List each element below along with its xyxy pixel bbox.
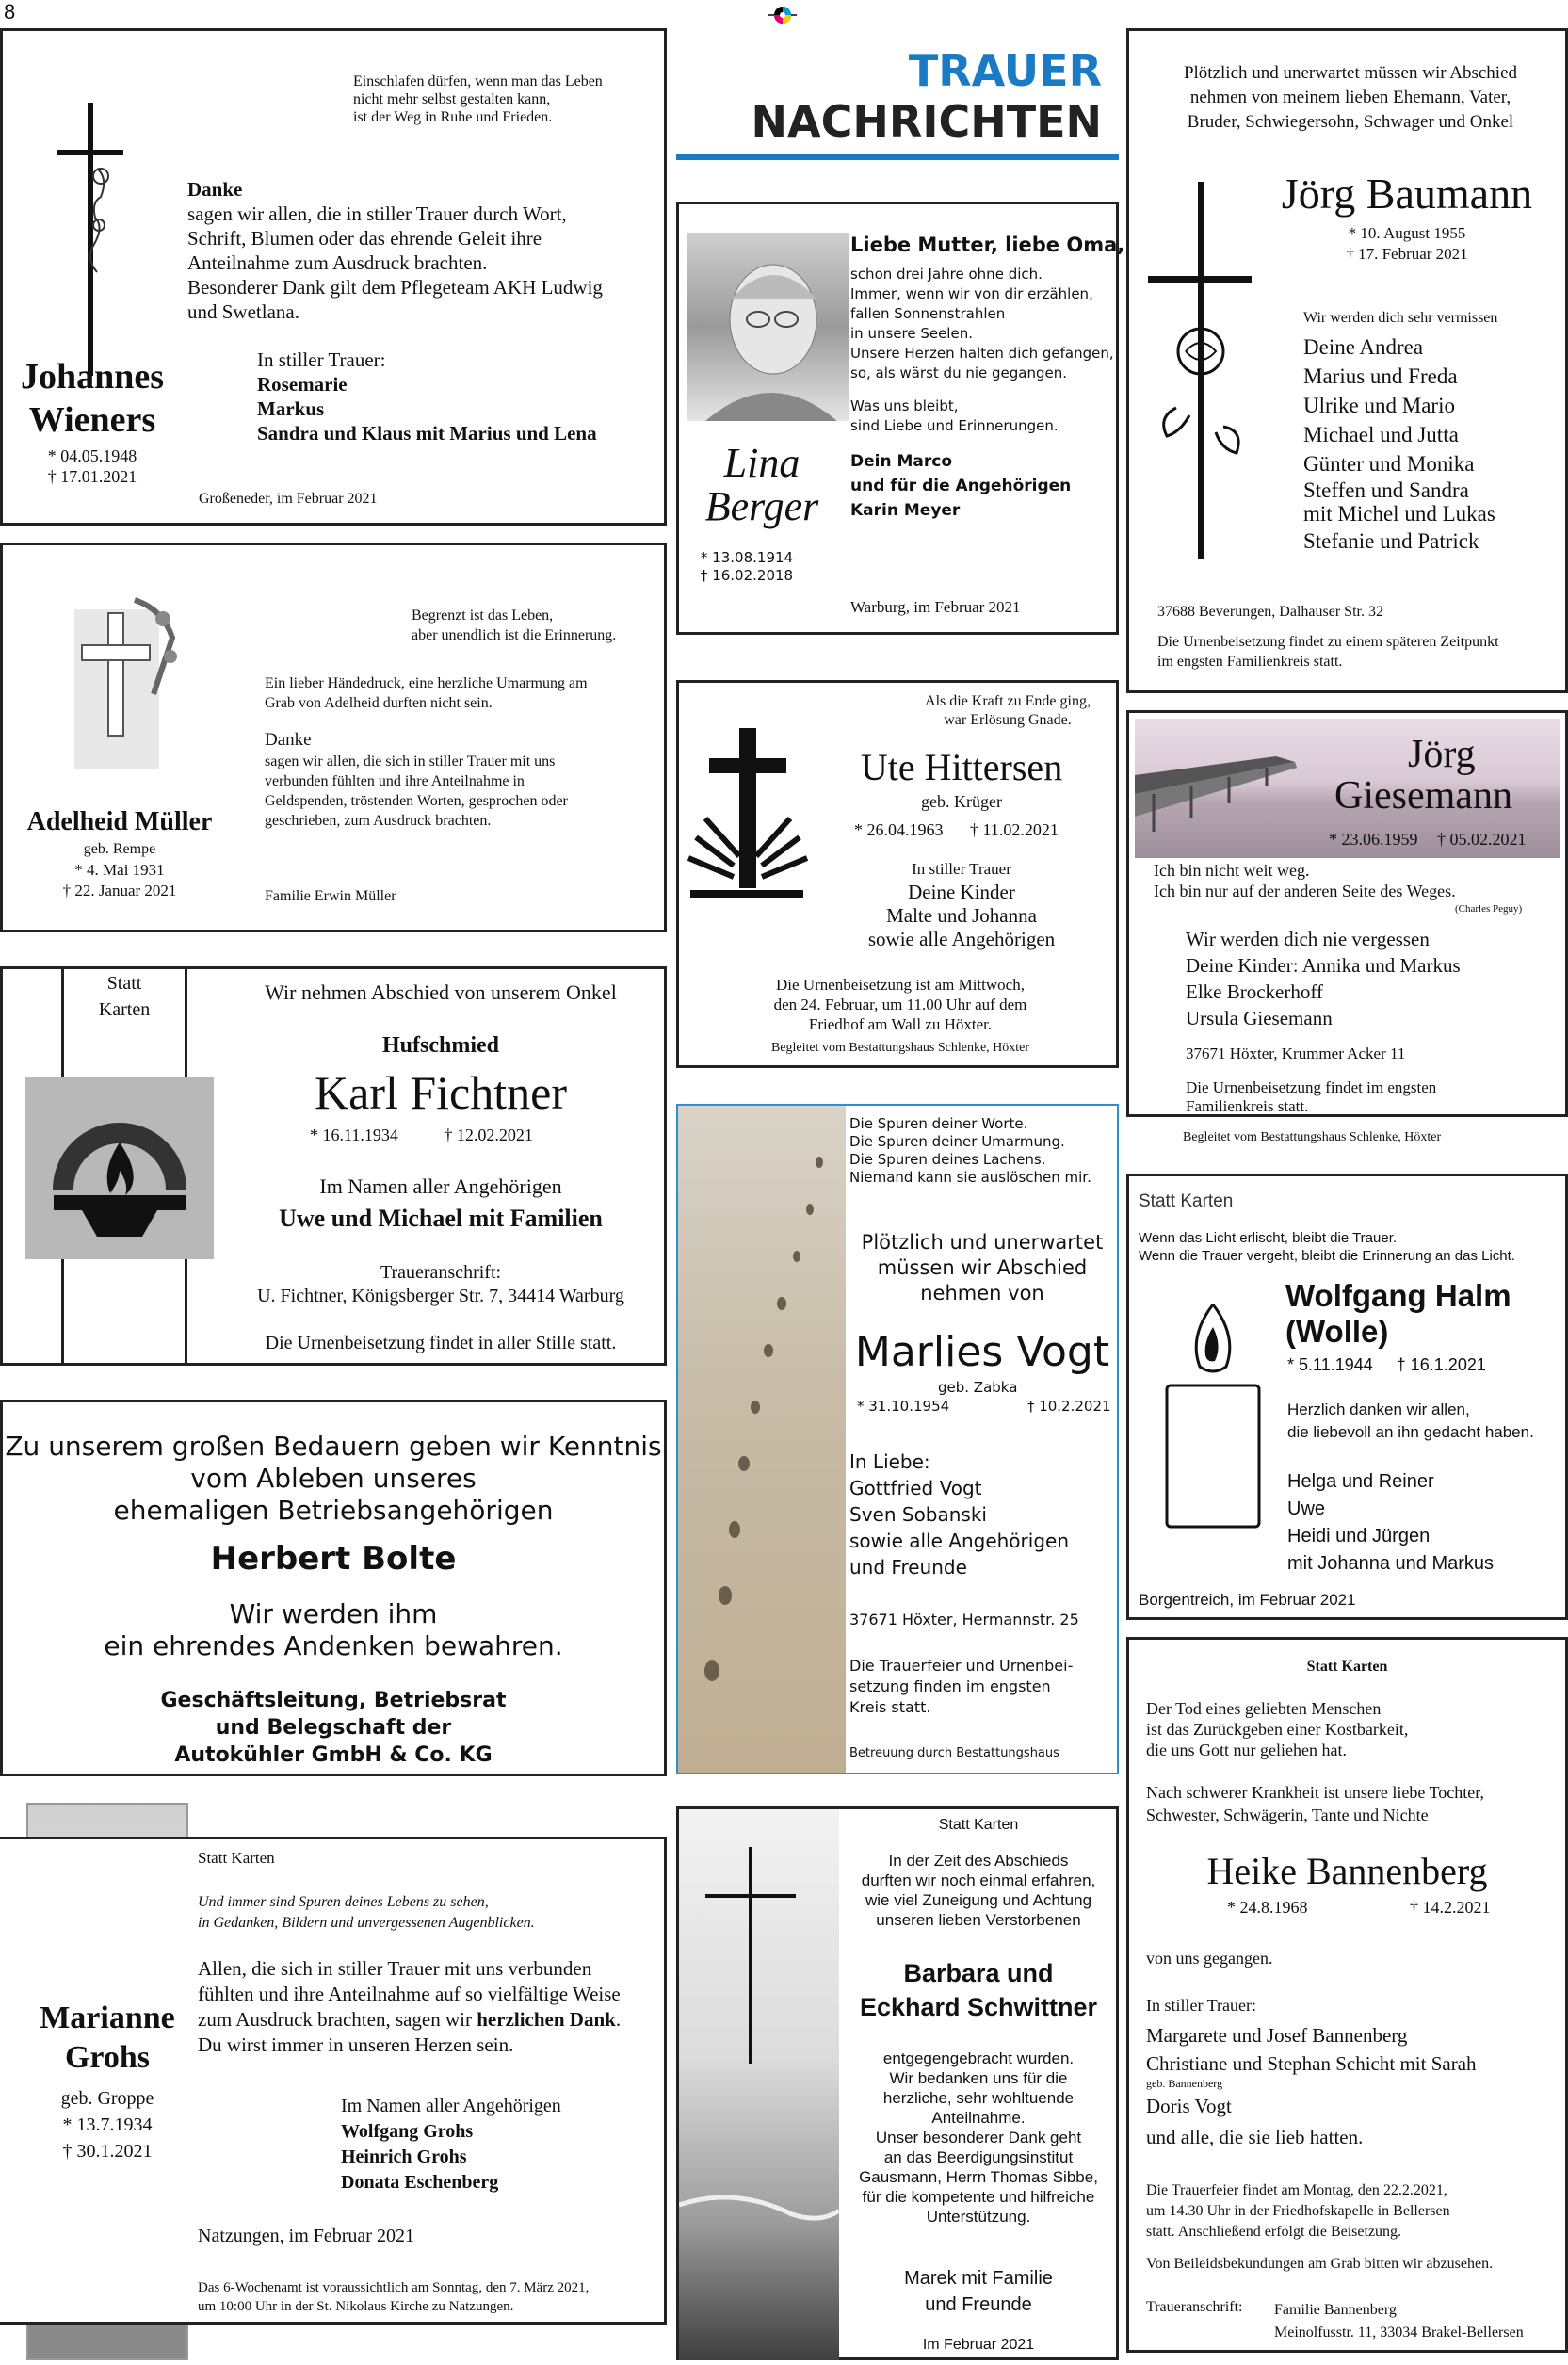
vogt-address: 37671 Höxter, Hermannstr. 25 — [849, 1611, 1079, 1628]
grohs-text — [198, 1956, 621, 2058]
maiden-name: geb. Groppe — [60, 2088, 154, 2109]
notice-marianne-grohs — [0, 1837, 667, 2325]
nickname: (Wolle) — [1285, 1314, 1389, 1349]
giesemann-quote — [1154, 860, 1456, 901]
quote-line: Ich bin nur auf der anderen Seite des Weges. — [1154, 882, 1456, 900]
cross-rose-icon — [1148, 182, 1252, 559]
note-line: um 10:00 Uhr in der St. Nikolaus Kirche zu Natzungen. — [198, 2299, 514, 2314]
quote-line: Wenn das Licht erlischt, bleibt die Trauer. — [1139, 1230, 1398, 1246]
death-date: † 12.02.2021 — [444, 1126, 533, 1144]
family-name: Sandra und Klaus mit Marius und Lena — [257, 422, 597, 445]
bolte-name: Herbert Bolte — [210, 1540, 457, 1578]
notice-marlies-vogt — [676, 1104, 1119, 1774]
hittersen-urn — [688, 975, 1112, 1034]
address-label: Traueranschrift: — [380, 1262, 502, 1283]
text-line: Unser besonderer Dank geht — [875, 2129, 1082, 2146]
thanks-line: die liebevoll an ihn gedacht haben. — [1287, 1423, 1534, 1441]
text-line: Besonderer Dank gilt dem Pflegeteam AKH Ludwig — [187, 276, 603, 299]
signer: und für die Angehörigen — [850, 477, 1072, 495]
quote-line: Und immer sind Spuren deines Lebens zu sehen, — [198, 1894, 489, 1910]
text-line: Grab von Adelheid durften nicht sein. — [265, 695, 493, 711]
poem-line: fallen Sonnenstrahlen — [850, 305, 1006, 322]
maiden-name: geb. Rempe — [83, 841, 156, 857]
bolte-intro — [3, 1431, 664, 1527]
family-name: Ursula Giesemann — [1186, 1007, 1333, 1029]
family-name: Deine Kinder: Annika und Markus — [1186, 954, 1461, 977]
birth-date: * 04.05.1948 — [47, 446, 137, 465]
vogt-intro — [848, 1230, 1117, 1306]
notice-herbert-bolte — [0, 1400, 667, 1776]
address-line: Familie Bannenberg — [1274, 2302, 1397, 2318]
horseshoe-anvil-icon — [25, 1077, 214, 1259]
death-date: † 14.2.2021 — [1410, 1898, 1491, 1917]
text-line: Schwester, Schwägerin, Tante und Nichte — [1146, 1806, 1429, 1824]
family-name: und Freunde — [849, 1556, 967, 1579]
birth-date: * 24.8.1968 — [1227, 1898, 1308, 1917]
text-line: Wir bedanken uns für die — [889, 2069, 1068, 2087]
name-line: Eckhard Schwittner — [859, 1993, 1098, 2021]
family-name: Günter und Monika — [1303, 452, 1475, 476]
fichtner-address — [219, 1261, 662, 1308]
ceremony-line: Die Trauerfeier findet am Montag, den 22.2.2021, — [1146, 2182, 1447, 2198]
hittersen-name: Ute Hittersen — [860, 746, 1063, 788]
text-line: herzliche, sehr wohltuende — [882, 2089, 1075, 2107]
text-segment: zum Ausdruck brachten, sagen wir — [198, 2008, 477, 2031]
notice-lina-berger — [676, 202, 1125, 635]
name-first: Johannes — [20, 357, 165, 397]
text-line: sagen wir allen, die in stiller Trauer durch Wort, — [187, 202, 567, 225]
bannenberg-name: Heike Bannenberg — [1206, 1850, 1488, 1892]
wieners-danke — [187, 177, 603, 324]
never-forget: Wir werden dich nie vergessen — [1186, 928, 1430, 950]
grohs-family — [341, 2094, 561, 2195]
bannenberg-text — [1146, 1781, 1484, 1826]
quote-line: war Erlösung Gnade. — [944, 712, 1072, 728]
quote-line: nicht mehr selbst gestalten kann, — [353, 91, 551, 107]
vogt-geb: geb. Zabka — [938, 1379, 1018, 1396]
intro-line: müssen wir Abschied — [877, 1256, 1088, 1279]
text-line: sagen wir allen, die sich in stiller Trauer mit uns — [265, 753, 556, 769]
ceremony-line: statt. Anschließend erfolgt die Beisetzung. — [1146, 2224, 1402, 2240]
intro-line: nehmen von meinem lieben Ehemann, Vater, — [1189, 88, 1511, 107]
death-date: † 16.02.2018 — [700, 567, 794, 584]
birth-date: * 10. August 1955 — [1348, 224, 1466, 242]
death-date: † 05.02.2021 — [1437, 830, 1527, 849]
note-line: Das 6-Wochenamt ist voraussichtlich am Sonntag, den 7. März 2021, — [198, 2280, 590, 2295]
vogt-poem — [849, 1115, 1091, 1187]
family-name: Steffen und Sandra — [1303, 478, 1469, 502]
grohs-place: Natzungen, im Februar 2021 — [198, 2226, 414, 2246]
registration-mark — [768, 4, 797, 26]
halm-statt: Statt Karten — [1139, 1191, 1234, 1211]
intro-line: Zu unserem großen Bedauern geben wir Kenntnis — [5, 1431, 662, 1462]
text-line: entgegengebracht wurden. — [882, 2049, 1075, 2067]
giesemann-name-last: Giesemann — [1334, 774, 1512, 818]
poem-line: schon drei Jahre ohne dich. — [850, 266, 1043, 283]
footprints-photo — [678, 1106, 846, 1773]
page-number: 8 — [4, 0, 16, 24]
deceased-name: Wolfgang Halm — [1285, 1278, 1511, 1313]
bannenberg-dates — [1227, 1898, 1491, 1918]
wieners-family — [257, 348, 597, 445]
fichtner-title: Hufschmied — [381, 1033, 499, 1058]
family-name: und alle, die sie lieb hatten. — [1146, 2126, 1364, 2148]
text-segment: . — [615, 2008, 622, 2031]
quote-line: Als die Kraft zu Ende ging, — [925, 693, 1091, 709]
family-name: sowie alle Angehörigen — [867, 928, 1056, 950]
schwittner-date: Im Februar 2021 — [922, 2337, 1035, 2353]
vogt-note — [849, 1656, 1073, 1718]
poem-line: so, als wärst du nie gegangen. — [850, 364, 1068, 381]
family-name: Marius und Freda — [1303, 364, 1458, 388]
family-name: Helga und Reiner — [1287, 1471, 1434, 1492]
birth-date: * 4. Mai 1931 — [74, 861, 165, 879]
notice-karl-fichtner — [0, 966, 667, 1366]
family-name: Elke Brockerhoff — [1186, 980, 1323, 1003]
church-cross-icon — [687, 724, 809, 903]
quote-line: Ich bin nicht weit weg. — [1154, 861, 1310, 880]
death-date: † 10.2.2021 — [1026, 1398, 1111, 1415]
text-line: Gausmann, Herrn Thomas Sibbe, — [859, 2168, 1098, 2186]
birth-date: * 16.11.1934 — [310, 1126, 398, 1144]
death-date: † 16.1.2021 — [1396, 1355, 1486, 1374]
death-date: † 17.01.2021 — [47, 467, 137, 486]
text-line: ein ehrendes Andenken bewahren. — [104, 1630, 563, 1661]
statt-karten — [64, 970, 185, 1023]
text-line: Wir werden ihm — [229, 1598, 438, 1629]
grohs-name — [26, 1999, 188, 2078]
birth-date: * 5.11.1944 — [1287, 1355, 1373, 1374]
schwittner-name — [835, 1956, 1122, 2024]
text-line: fühlten und ihre Anteilnahme auf so vielfältige Weise — [198, 1983, 621, 2005]
danke-heading: Danke — [187, 178, 243, 201]
heading: Liebe Mutter, liebe Oma, — [850, 234, 1125, 256]
hittersen-geb: geb. Krüger — [921, 792, 1002, 811]
signer: Dein Marco — [850, 452, 953, 471]
giesemann-family — [1186, 926, 1461, 1031]
fichtner-family: Uwe und Michael mit Familien — [279, 1205, 603, 1232]
poem-line: Die Spuren deiner Worte. — [849, 1115, 1028, 1132]
schwittner-family — [841, 2265, 1116, 2318]
baumann-note — [1157, 632, 1499, 672]
baumann-name: Jörg Baumann — [1281, 170, 1533, 218]
fichtner-namen: Im Namen aller Angehörigen — [319, 1174, 562, 1198]
fichtner-dates — [310, 1126, 533, 1145]
thanks-line: Herzlich danken wir allen, — [1287, 1401, 1470, 1418]
quote-line: ist der Weg in Ruhe und Frieden. — [353, 109, 553, 125]
notice-johannes-wieners — [0, 28, 667, 526]
family-name: Heinrich Grohs — [341, 2146, 467, 2167]
text-line: verbunden fühlten und ihre Anteilnahme in — [265, 773, 525, 789]
text-line: Allen, die sich in stiller Trauer mit uns verbunden — [198, 1957, 592, 1980]
bannenberg-request: Von Beileidsbekundungen am Grab bitten wir abzusehen. — [1146, 2256, 1494, 2272]
text-line: Unterstützung. — [926, 2208, 1031, 2226]
mueller-quote — [285, 606, 660, 645]
vogt-dates — [857, 1398, 1111, 1415]
name-first: Lina — [723, 440, 800, 486]
notice-joerg-giesemann — [1126, 710, 1568, 1117]
baumann-family — [1303, 332, 1495, 556]
signer: und Belegschaft der — [215, 1716, 452, 1740]
in-liebe: In Liebe: — [849, 1450, 930, 1473]
halm-family — [1287, 1468, 1494, 1578]
bolte-signers — [3, 1687, 664, 1769]
deceased-name: Adelheid Müller — [26, 807, 213, 836]
intro-line: wie viel Zuneigung und Achtung — [865, 1891, 1092, 1909]
wieners-dates — [5, 445, 180, 487]
baumann-address: 37688 Beverungen, Dalhauser Str. 32 — [1157, 604, 1383, 620]
address: U. Fichtner, Königsberger Str. 7, 34414 Warburg — [257, 1286, 624, 1306]
family-name: Donata Eschenberg — [341, 2172, 499, 2193]
name-line: Barbara und — [903, 1959, 1054, 1987]
fichtner-name: Karl Fichtner — [315, 1066, 567, 1119]
bannenberg-address-label: Traueranschrift: — [1146, 2299, 1243, 2315]
text-line: geschrieben, zum Ausdruck brachten. — [265, 813, 492, 829]
intro-line: unseren lieben Verstorbenen — [876, 1911, 1081, 1929]
mueller-family: Familie Erwin Müller — [265, 888, 396, 904]
family-name: Doris Vogt — [1146, 2095, 1232, 2117]
giesemann-address: 37671 Höxter, Krummer Acker 11 — [1186, 1045, 1406, 1062]
fichtner-urn: Die Urnenbeisetzung findet in aller Stille statt. — [265, 1333, 617, 1353]
text-line: Ein lieber Händedruck, eine herzliche Umarmung am — [265, 675, 588, 691]
cross-rose-icon — [57, 103, 123, 376]
family-name: Sven Sobanski — [849, 1503, 987, 1526]
stiller-trauer: In stiller Trauer: — [257, 348, 386, 371]
halm-name — [1285, 1278, 1511, 1350]
notice-schwittner — [676, 1806, 1119, 2360]
text-bold-segment: herzlichen Dank — [477, 2008, 616, 2031]
giesemann-bestatter: Begleitet vom Bestattungshaus Schlenke, Höxter — [1183, 1130, 1442, 1144]
family-name: Deine Kinder — [908, 881, 1015, 903]
quote-line: Begrenzt ist das Leben, — [412, 607, 554, 624]
bolte-text — [3, 1598, 664, 1662]
intro-line: die uns Gott nur geliehen hat. — [1146, 1741, 1347, 1759]
cross-ivy-icon — [59, 591, 182, 769]
address-line: Meinolfusstr. 11, 33034 Brakel-Bellersen — [1274, 2325, 1524, 2341]
text-line: Anteilnahme zum Ausdruck brachten. — [187, 251, 488, 274]
family-name: mit Michel und Lukas — [1303, 502, 1495, 526]
intro-line: Plötzlich und unerwartet müssen wir Abschied — [1183, 63, 1518, 83]
intro-line: Bruder, Schwiegersohn, Schwager und Onkel — [1187, 112, 1514, 132]
notice-joerg-baumann — [1126, 28, 1568, 693]
signer: Autokühler GmbH & Co. KG — [174, 1743, 493, 1767]
grohs-quote — [198, 1892, 535, 1934]
bannenberg-family — [1146, 2020, 1477, 2152]
birth-date: * 26.04.1963 — [854, 820, 944, 839]
quote-line: Einschlafen dürfen, wenn man das Leben — [353, 73, 603, 89]
maiden-name: geb. Bannenberg — [1146, 2077, 1223, 2090]
portrait-photo — [687, 233, 849, 421]
mueller-text — [265, 673, 588, 831]
notice-ute-hittersen — [676, 680, 1119, 1068]
text-line: Schrift, Blumen oder das ehrende Geleit ihre — [187, 227, 542, 250]
family-name: Markus — [257, 397, 325, 420]
stiller-trauer: In stiller Trauer — [912, 860, 1011, 878]
family-name: Marek mit Familie — [904, 2268, 1053, 2289]
notice-heike-bannenberg — [1126, 1637, 1568, 2353]
family-name: Stefanie und Patrick — [1303, 529, 1479, 553]
notice-adelheid-mueller — [0, 543, 667, 932]
wieners-name — [5, 355, 180, 442]
poem-line: Immer, wenn wir von dir erzählen, — [850, 285, 1093, 302]
text-line: und Swetlana. — [187, 300, 299, 323]
intro-line: ehemaligen Betriebsangehörigen — [113, 1495, 554, 1526]
name-first: Marianne — [40, 2001, 175, 2035]
family-name: Christiane und Stephan Schicht mit Sarah — [1146, 2052, 1477, 2075]
vogt-family — [849, 1449, 1069, 1580]
family-name: Heidi und Jürgen — [1287, 1526, 1431, 1547]
vogt-bestatter: Betreuung durch Bestattungshaus — [849, 1746, 1059, 1760]
schwittner-statt: Statt Karten — [938, 1817, 1019, 1833]
family-name: Michael und Jutta — [1303, 423, 1459, 446]
intro-line: Plötzlich und unerwartet — [861, 1231, 1104, 1254]
beach-cross-photo — [679, 1809, 839, 2360]
signer: Karin Meyer — [850, 501, 961, 520]
wieners-place: Großeneder, im Februar 2021 — [199, 491, 378, 507]
family-name: Malte und Johanna — [886, 904, 1037, 927]
poem-line: Die Spuren deines Lachens. — [849, 1151, 1046, 1168]
text-line: Du wirst immer in unseren Herzen sein. — [198, 2033, 514, 2056]
ceremony-line: um 14.30 Uhr in der Friedhofskapelle in Bellersen — [1146, 2203, 1450, 2219]
bannenberg-gone: von uns gegangen. — [1146, 1949, 1273, 1968]
schwittner-text — [841, 2049, 1116, 2227]
halm-place: Borgentreich, im Februar 2021 — [1139, 1591, 1356, 1609]
urn-line: Friedhof am Wall zu Höxter. — [808, 1015, 993, 1033]
note-line: setzung finden im engsten — [849, 1677, 1051, 1695]
baumann-miss: Wir werden dich sehr vermissen — [1303, 310, 1498, 326]
quote-line: Wenn die Trauer vergeht, bleibt die Erinnerung an das Licht. — [1139, 1248, 1515, 1264]
family-name: Gottfried Vogt — [849, 1477, 982, 1499]
intro-line: vom Ableben unseres — [190, 1463, 477, 1494]
poem-line: Die Spuren deiner Umarmung. — [849, 1133, 1065, 1150]
grohs-note — [198, 2278, 589, 2316]
intro-line: Der Tod eines geliebten Menschen — [1146, 1699, 1382, 1718]
vogt-name: Marlies Vogt — [854, 1328, 1110, 1376]
mueller-name-block — [7, 805, 233, 901]
text-line: Nach schwerer Krankheit ist unsere liebe Tochter, — [1146, 1783, 1485, 1802]
poem-line: sind Liebe und Erinnerungen. — [850, 417, 1059, 434]
candle-icon — [1161, 1301, 1265, 1536]
hittersen-dates — [854, 820, 1059, 840]
urn-line: Die Urnenbeisetzung ist am Mittwoch, — [776, 976, 1025, 994]
statt-line: Statt — [106, 973, 142, 994]
quote-line: aber unendlich ist die Erinnerung. — [412, 627, 617, 643]
note-line: im engsten Familienkreis statt. — [1157, 654, 1343, 670]
text-line — [198, 2007, 621, 2033]
family-name: Rosemarie — [257, 373, 348, 396]
berger-text — [850, 231, 1124, 523]
danke-heading: Danke — [265, 730, 312, 750]
family-name: Deine Andrea — [1303, 335, 1424, 359]
birth-date: * 23.06.1959 — [1329, 830, 1418, 849]
giesemann-quote-author: (Charles Peguy) — [1455, 903, 1523, 915]
halm-quote — [1139, 1229, 1515, 1265]
birth-date: * 31.10.1954 — [857, 1398, 950, 1415]
header-title-nachrichten: NACHRICHTEN — [751, 96, 1102, 147]
halm-dates — [1287, 1355, 1486, 1375]
death-date: † 22. Januar 2021 — [62, 882, 177, 899]
intro-line: ist das Zurückgeben einer Kostbarkeit, — [1146, 1720, 1409, 1739]
intro-line: nehmen von — [920, 1282, 1044, 1304]
death-date: † 30.1.2021 — [62, 2141, 153, 2162]
urn-line: den 24. Februar, um 11.00 Uhr auf dem — [773, 996, 1027, 1013]
header-rule — [676, 154, 1119, 160]
intro-line: In der Zeit des Abschieds — [888, 1852, 1069, 1870]
quote-line: in Gedanken, Bildern und unvergessenen Augenblicken. — [198, 1915, 535, 1931]
family-name: mit Johanna und Markus — [1287, 1553, 1495, 1574]
fichtner-intro: Wir nehmen Abschied von unserem Onkel — [265, 980, 617, 1004]
name-last: Berger — [704, 483, 819, 529]
intro-line: durften wir noch einmal erfahren, — [861, 1871, 1096, 1889]
baumann-dates — [1252, 223, 1562, 265]
death-date: † 17. Februar 2021 — [1346, 245, 1468, 263]
wieners-quote — [353, 73, 603, 126]
halm-thanks — [1287, 1399, 1534, 1444]
schwittner-intro — [841, 1851, 1116, 1930]
berger-dates — [688, 549, 805, 585]
signer: Geschäftsleitung, Betriebsrat — [160, 1689, 507, 1712]
family-name: und Freunde — [925, 2294, 1032, 2315]
text-line: für die kompetente und hilfreiche — [862, 2188, 1095, 2206]
bannenberg-ceremony — [1146, 2180, 1450, 2243]
death-date: † 11.02.2021 — [970, 820, 1059, 839]
grohs-dates — [26, 2085, 188, 2164]
statt-line: Karten — [98, 999, 151, 1020]
poem-line: Unsere Herzen halten dich gefangen, — [850, 345, 1114, 362]
namen-line: Im Namen aller Angehörigen — [341, 2096, 561, 2116]
section-header — [676, 34, 1119, 160]
berger-name — [687, 442, 837, 528]
header-title-trauer: TRAUER — [908, 45, 1102, 96]
grohs-statt: Statt Karten — [198, 1849, 275, 1867]
text-line: Geldspenden, tröstenden Worten, gesprochen oder — [265, 793, 568, 809]
family-name: Margarete und Josef Bannenberg — [1146, 2024, 1408, 2047]
note-line: Kreis statt. — [849, 1698, 931, 1716]
notice-wolfgang-halm — [1126, 1174, 1568, 1620]
family-name: Uwe — [1287, 1498, 1326, 1519]
note-line: Die Urnenbeisetzung findet zu einem späteren Zeitpunkt — [1157, 634, 1499, 650]
urn-line: Die Urnenbeisetzung findet im engsten — [1186, 1078, 1437, 1096]
giesemann-urn — [1186, 1078, 1436, 1116]
hittersen-family — [811, 858, 1112, 951]
giesemann-dates — [1329, 830, 1527, 850]
berger-place: Warburg, im Februar 2021 — [850, 598, 1021, 616]
hittersen-quote — [905, 692, 1110, 730]
text-line: Anteilnahme. — [931, 2109, 1026, 2127]
hittersen-bestatter: Begleitet vom Bestattungshaus Schlenke, Höxter — [770, 1041, 1030, 1055]
family-name: Wolfgang Grohs — [341, 2121, 474, 2142]
birth-date: * 13.08.1914 — [700, 549, 794, 566]
bannenberg-intro — [1146, 1698, 1408, 1760]
note-line: Die Trauerfeier und Urnenbei- — [849, 1657, 1074, 1675]
poem-line: in unsere Seelen. — [850, 325, 973, 342]
bannenberg-statt: Statt Karten — [1306, 1659, 1388, 1675]
giesemann-name-first: Jörg — [1408, 733, 1476, 776]
poem-line: Was uns bleibt, — [850, 397, 959, 414]
name-last: Grohs — [64, 2040, 151, 2075]
text-line: an das Beerdigungsinstitut — [883, 2148, 1074, 2166]
name-last: Wieners — [28, 400, 156, 440]
baumann-intro — [1139, 61, 1562, 135]
urn-line: Familienkreis statt. — [1186, 1097, 1309, 1115]
family-name: Ulrike und Mario — [1303, 394, 1455, 417]
family-name: sowie alle Angehörigen — [849, 1530, 1069, 1552]
bannenberg-address — [1274, 2299, 1524, 2344]
birth-date: * 13.7.1934 — [62, 2114, 153, 2135]
poem-line: Niemand kann sie auslöschen mir. — [849, 1169, 1091, 1186]
bannenberg-stiller: In stiller Trauer: — [1146, 1996, 1256, 2015]
